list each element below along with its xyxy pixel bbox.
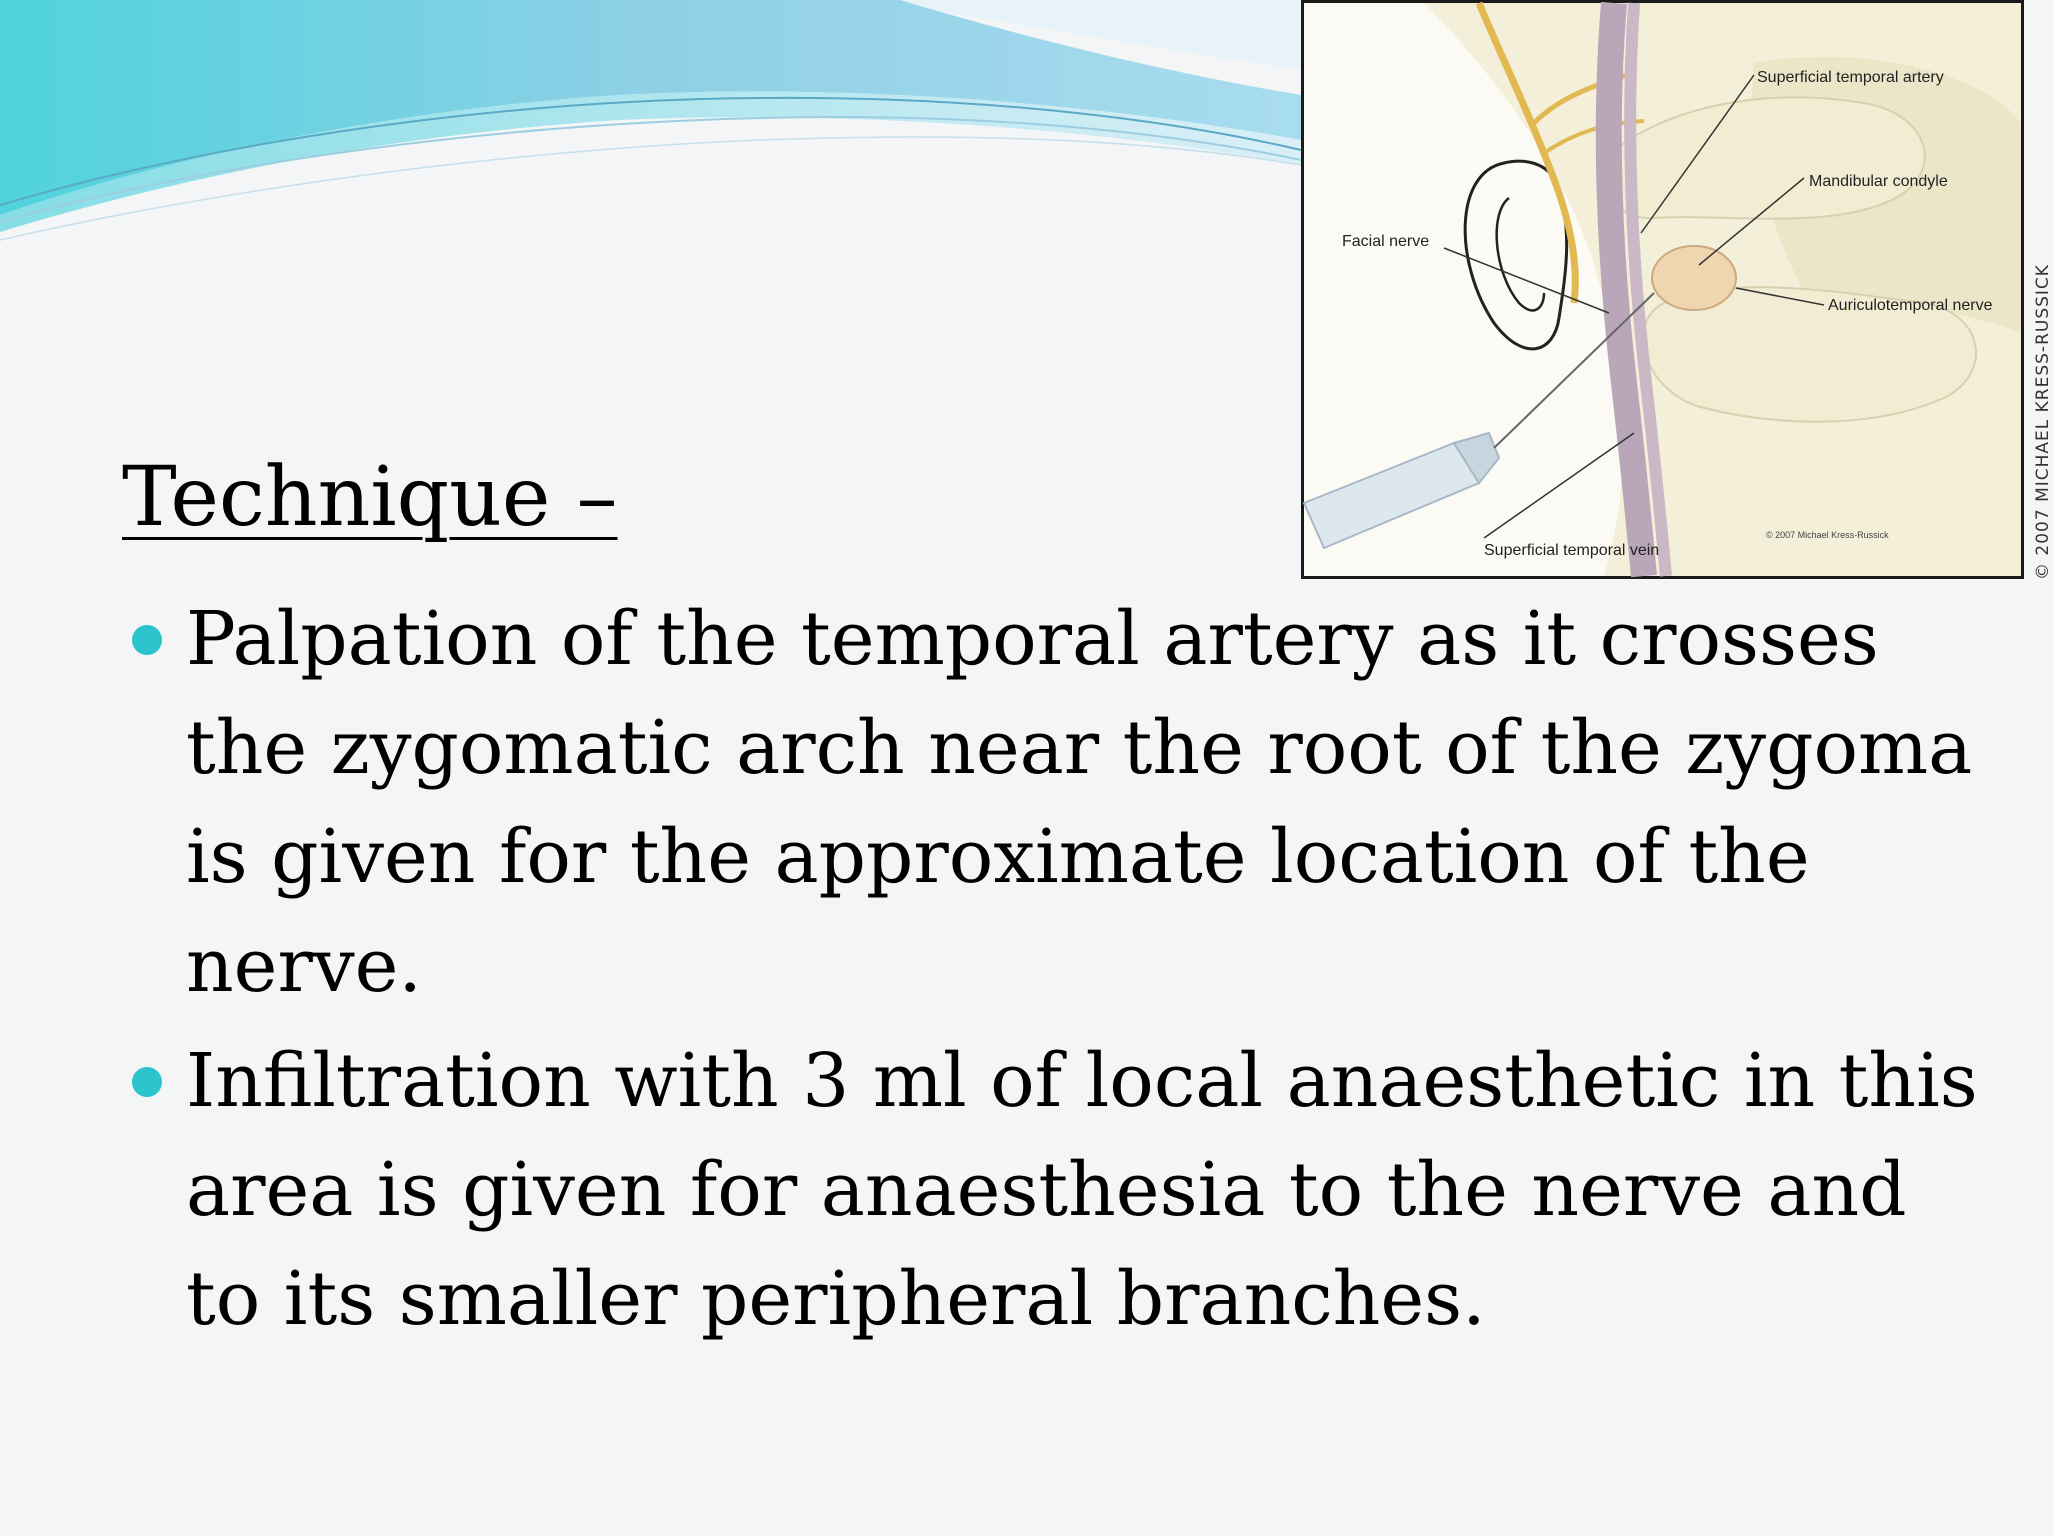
inner-copyright: © 2007 Michael Kress-Russick [1766, 530, 1889, 540]
label-superficial-temporal-artery: Superficial temporal artery [1757, 69, 1944, 86]
anatomy-illustration [1301, 0, 2024, 579]
label-facial-nerve: Facial nerve [1342, 233, 1430, 250]
bullet-item [128, 1027, 1988, 1354]
bullet-item [128, 585, 1988, 1021]
label-auriculotemporal-nerve: Auriculotemporal nerve [1828, 297, 1993, 314]
bullet-text: Infiltration with 3 ml of local anaesthetic in this area is given for anaesthesia to the nerve and to its smaller peripheral branches. [186, 1038, 1978, 1342]
image-credit: © 2007 MICHAEL KRESS-RUSSICK [2033, 264, 2053, 580]
label-superficial-temporal-vein: Superficial temporal vein [1484, 542, 1660, 559]
bullet-text: Palpation of the temporal artery as it crosses the zygomatic arch near the root of the zygoma is given for the approximate location of the nerve. [186, 596, 1973, 1009]
bullet-list [128, 585, 1988, 1360]
anatomy-drawing [1304, 3, 2021, 576]
label-mandibular-condyle: Mandibular condyle [1809, 173, 1948, 190]
bullet-dot-icon [132, 625, 162, 655]
slide-title: Technique – [122, 450, 618, 545]
bullet-dot-icon [132, 1067, 162, 1097]
